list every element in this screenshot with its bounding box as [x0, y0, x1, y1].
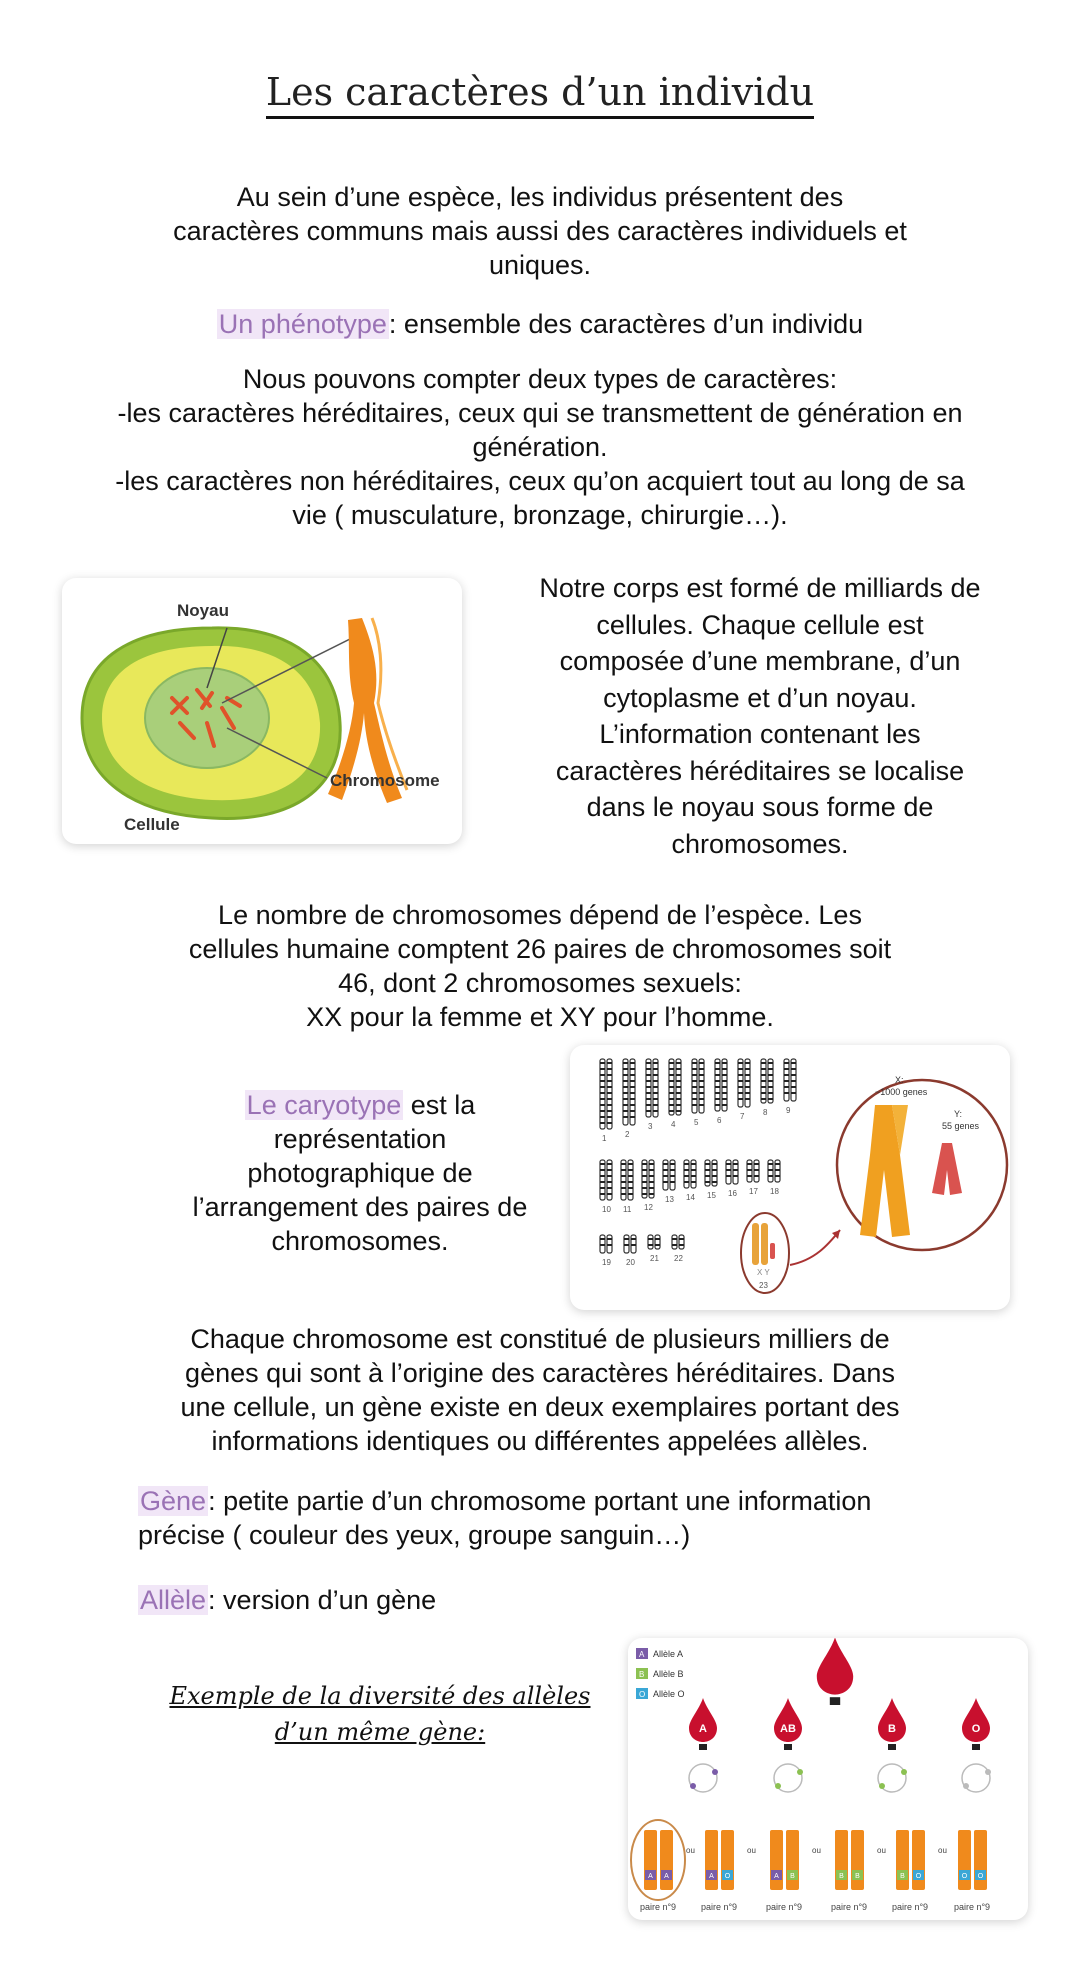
allele-marker-label: B — [900, 1873, 905, 1880]
antigen-dot — [963, 1783, 969, 1789]
pair-number: 17 — [749, 1187, 758, 1196]
allele-legend — [636, 1648, 685, 1699]
karyotype-figure — [570, 1045, 1010, 1310]
allele-marker-label: O — [961, 1873, 968, 1880]
drop-legs — [699, 1744, 707, 1750]
pair-chromatid — [660, 1830, 673, 1890]
allele-marker-label: A — [774, 1873, 779, 1880]
pair-caption: paire n°9 — [830, 1902, 868, 1912]
pair-number: 5 — [694, 1118, 699, 1127]
zoom-arrow — [790, 1230, 840, 1265]
cell-desc-line: caractères héréditaires se localise — [555, 755, 965, 786]
example-heading — [150, 1678, 610, 1750]
caryotype-line: photographique de — [247, 1158, 473, 1188]
allele-marker-label: A — [709, 1873, 714, 1880]
karyotype-pair — [784, 1059, 796, 1115]
caryotype-line: chromosomes. — [271, 1226, 449, 1256]
x-genes: ~1000 genes — [875, 1087, 928, 1097]
count-line: Le nombre de chromosomes dépend de l’espèce. Les — [218, 900, 862, 930]
karyotype-pair — [642, 1160, 654, 1212]
y-genes: 55 genes — [942, 1121, 980, 1131]
chromosome-pair — [766, 1830, 821, 1912]
chromosome-pair — [640, 1830, 695, 1912]
example-line: Exemple de la diversité des allèles — [169, 1682, 591, 1710]
karyotype-pair — [648, 1235, 660, 1263]
antigen-rings — [689, 1764, 991, 1792]
ou-label: ou — [686, 1846, 695, 1855]
karyotype-pair — [623, 1059, 635, 1139]
pair-chromatid — [705, 1830, 718, 1890]
ou-label: ou — [938, 1846, 947, 1855]
pair-number: 7 — [740, 1112, 745, 1121]
phenotype-text: : ensemble des caractères d’un individu — [388, 309, 864, 339]
pair-number: 9 — [786, 1106, 791, 1115]
pair-chromatid — [958, 1830, 971, 1890]
caryotype-definition — [160, 1088, 560, 1258]
chromosome-pairs — [631, 1820, 990, 1912]
legend-label: Allèle A — [653, 1649, 684, 1659]
karyotype-pair — [672, 1235, 684, 1263]
drop-label: B — [888, 1723, 896, 1735]
blood-drop — [878, 1698, 906, 1750]
karyotype-pair — [621, 1160, 633, 1214]
gene-text: : petite partie d’un chromosome portant une information — [208, 1486, 872, 1516]
x-title: X: — [895, 1075, 904, 1085]
pair-number: 18 — [770, 1187, 779, 1196]
nucleus — [145, 668, 269, 768]
pair-number: 12 — [644, 1203, 653, 1212]
blood-drop — [962, 1698, 990, 1750]
allele-marker-label: A — [648, 1873, 653, 1880]
genes-paragraph — [60, 1322, 1020, 1458]
pair-number: 15 — [707, 1191, 716, 1200]
pair-caption: paire n°9 — [765, 1902, 803, 1912]
chromosome-band — [722, 1059, 727, 1111]
drop-label: O — [971, 1723, 981, 1735]
types-line: -les caractères non héréditaires, ceux qu’on acquiert tout au long de sa — [115, 466, 965, 496]
phenotype-term: Un phénotype — [218, 309, 387, 339]
sex-pair-highlight — [741, 1213, 789, 1293]
allele-marker-label: O — [915, 1873, 922, 1880]
cell-figure — [62, 578, 462, 844]
karyotype-row-2 — [600, 1160, 780, 1214]
title-text: Les caractères d’un individu — [266, 70, 814, 119]
allele-marker-label: A — [664, 1873, 669, 1880]
pair-number: 3 — [648, 1122, 653, 1131]
cell-desc-line: dans le noyau sous forme de — [586, 792, 934, 822]
drop-label: AB — [780, 1723, 796, 1735]
drop-legs — [972, 1744, 980, 1750]
pair-number: 16 — [728, 1189, 737, 1198]
karyotype-pair — [738, 1059, 750, 1121]
karyotype-row-1 — [600, 1059, 796, 1143]
first-pair-highlight — [631, 1820, 685, 1900]
pair-number: 13 — [665, 1195, 674, 1204]
types-line: -les caractères héréditaires, ceux qui se transmettent de génération en — [117, 398, 963, 428]
cell-description — [490, 570, 1030, 862]
ou-label: ou — [812, 1846, 821, 1855]
drop-legs — [784, 1744, 792, 1750]
karyotype-row-3 — [600, 1235, 684, 1267]
karyotype-pair — [624, 1235, 636, 1267]
chromosome-band — [672, 1235, 677, 1249]
caryotype-term: Le caryotype — [246, 1090, 402, 1120]
chromosome-band — [648, 1235, 653, 1249]
pair-chromatid — [974, 1830, 987, 1890]
allele-figure — [628, 1638, 1028, 1920]
pair-chromatid — [851, 1830, 864, 1890]
pair-chromatid — [786, 1830, 799, 1890]
pair-number: 10 — [602, 1205, 611, 1214]
pair-chromatid — [896, 1830, 909, 1890]
chromosome-pair — [892, 1830, 947, 1912]
count-line: cellules humaine comptent 26 paires de chromosomes soit — [188, 934, 892, 964]
pair-caption: paire n°9 — [700, 1902, 738, 1912]
pair-number: 22 — [674, 1254, 683, 1263]
karyotype-pair — [600, 1235, 612, 1267]
drop-label: A — [699, 1723, 707, 1735]
allele-marker-label: O — [724, 1873, 731, 1880]
drop-shape — [817, 1638, 853, 1695]
gene-definition — [138, 1484, 1038, 1552]
types-line: génération. — [472, 432, 608, 462]
pair-number: 8 — [763, 1108, 768, 1117]
karyotype-pair — [726, 1160, 738, 1198]
blood-drop — [817, 1638, 853, 1705]
karyotype-pair — [684, 1160, 696, 1202]
cell-desc-line: cellules. Chaque cellule est — [596, 609, 924, 640]
pair-caption: paire n°9 — [639, 1902, 677, 1912]
intro-line: Au sein d’une espèce, les individus présentent des — [236, 182, 844, 212]
karyotype-pair — [747, 1160, 759, 1196]
legend-key: B — [639, 1670, 645, 1679]
antigen-dot — [879, 1783, 885, 1789]
cell-desc-line: chromosomes. — [671, 828, 849, 859]
chromosome-band — [715, 1059, 720, 1111]
antigen-dot — [775, 1783, 781, 1789]
cellule-label: Cellule — [124, 815, 180, 834]
cell-desc-line: L’information contenant les — [599, 719, 921, 749]
chromosome-band — [649, 1160, 654, 1198]
caryotype-line: représentation — [273, 1124, 447, 1154]
pair-chromatid — [835, 1830, 848, 1890]
xy-label: X Y — [757, 1268, 770, 1277]
genes-line: une cellule, un gène existe en deux exemplaires portant des — [180, 1392, 900, 1422]
types-paragraph — [40, 362, 1040, 532]
pair-number: 14 — [686, 1193, 695, 1202]
pair-caption: paire n°9 — [953, 1902, 991, 1912]
chromosome-count-paragraph — [60, 898, 1020, 1034]
karyotype-pair — [705, 1160, 717, 1200]
chromosome-label: Chromosome — [330, 771, 440, 790]
page-title — [0, 70, 1080, 114]
count-line: 46, dont 2 chromosomes sexuels: — [338, 968, 742, 998]
pair-caption: paire n°9 — [891, 1902, 929, 1912]
allele-marker-label: B — [855, 1873, 860, 1880]
chromosome-pair — [954, 1830, 990, 1912]
gene-text-line2: précise ( couleur des yeux, groupe sanguin…) — [138, 1520, 691, 1550]
y-title: Y: — [954, 1109, 963, 1119]
karyotype-pair — [761, 1059, 773, 1117]
antigen-dot — [901, 1769, 907, 1775]
drop-shape — [689, 1698, 717, 1742]
karyotype-diagram — [570, 1045, 1010, 1310]
chromosome-pair — [831, 1830, 886, 1912]
pair-23-label: 23 — [759, 1281, 768, 1290]
karyotype-pair — [600, 1160, 612, 1214]
karyotype-pair — [768, 1160, 780, 1196]
pair-chromatid — [644, 1830, 657, 1890]
allele-marker-label: B — [839, 1873, 844, 1880]
cell-diagram — [62, 578, 462, 844]
drop-legs — [888, 1744, 896, 1750]
pair-number: 11 — [623, 1205, 632, 1214]
chromosome-band — [679, 1235, 684, 1249]
legend-key: O — [639, 1690, 646, 1699]
genes-line: gènes qui sont à l’origine des caractères héréditaires. Dans — [185, 1358, 895, 1388]
pair-number: 6 — [717, 1116, 722, 1125]
antigen-dot — [690, 1783, 696, 1789]
pair-number: 20 — [626, 1258, 635, 1267]
allele-diagram — [628, 1638, 1028, 1920]
drop-shape — [962, 1698, 990, 1742]
pair-number: 1 — [602, 1134, 607, 1143]
allele-definition — [138, 1583, 1038, 1617]
phenotype-definition — [60, 307, 1020, 341]
noyau-label: Noyau — [177, 601, 229, 620]
legend-label: Allèle O — [653, 1689, 685, 1699]
karyotype-pair — [646, 1059, 658, 1131]
blood-drops — [689, 1638, 991, 1792]
pair-chromatid — [721, 1830, 734, 1890]
karyotype-pair — [600, 1059, 612, 1143]
cell-desc-line: composée d’une membrane, d’un — [559, 646, 961, 676]
allele-marker-label: B — [790, 1873, 795, 1880]
pair-number: 21 — [650, 1254, 659, 1263]
intro-line: uniques. — [488, 250, 592, 280]
drop-shape — [774, 1698, 802, 1742]
drop-legs — [830, 1697, 840, 1705]
intro-line: caractères communs mais aussi des caractères individuels et — [173, 216, 907, 246]
pair-number: 4 — [671, 1120, 676, 1129]
antigen-dot — [985, 1769, 991, 1775]
caryotype-line: l’arrangement des paires de — [192, 1192, 528, 1222]
cell-desc-line: cytoplasme et d’un noyau. — [603, 682, 917, 713]
genes-line: Chaque chromosome est constitué de plusieurs milliers de — [190, 1324, 890, 1354]
types-line: vie ( musculature, bronzage, chirurgie…). — [292, 500, 788, 530]
chromosome-pair — [701, 1830, 756, 1912]
legend-key: A — [639, 1650, 645, 1659]
ou-label: ou — [877, 1846, 886, 1855]
caryotype-text: est la — [403, 1090, 476, 1120]
intro-paragraph — [60, 180, 1020, 282]
chromosome-band — [655, 1235, 660, 1249]
karyotype-pair — [663, 1160, 675, 1204]
karyotype-pair — [715, 1059, 727, 1125]
antigen-dot — [797, 1769, 803, 1775]
types-line: Nous pouvons compter deux types de caractères: — [242, 364, 838, 394]
blood-drop — [689, 1698, 717, 1750]
pair-number: 19 — [602, 1258, 611, 1267]
cell-desc-line: Notre corps est formé de milliards de — [539, 573, 981, 603]
karyotype-pair — [669, 1059, 681, 1129]
ou-label: ou — [747, 1846, 756, 1855]
karyotype-pair — [692, 1059, 704, 1127]
genes-line: informations identiques ou différentes appelées allèles. — [211, 1426, 869, 1456]
legend-label: Allèle B — [653, 1669, 684, 1679]
allele-term: Allèle — [140, 1585, 207, 1615]
antigen-dot — [712, 1769, 718, 1775]
allele-text: : version d’un gène — [208, 1585, 437, 1615]
blood-drop — [774, 1698, 802, 1750]
count-line: XX pour la femme et XY pour l’homme. — [306, 1002, 774, 1032]
example-line: d’un même gène: — [274, 1718, 486, 1746]
gene-term: Gène — [140, 1486, 207, 1516]
drop-shape — [878, 1698, 906, 1742]
pair-number: 2 — [625, 1130, 630, 1139]
allele-marker-label: O — [977, 1873, 984, 1880]
pair-chromatid — [912, 1830, 925, 1890]
pair-chromatid — [770, 1830, 783, 1890]
chromosome-band — [642, 1160, 647, 1198]
